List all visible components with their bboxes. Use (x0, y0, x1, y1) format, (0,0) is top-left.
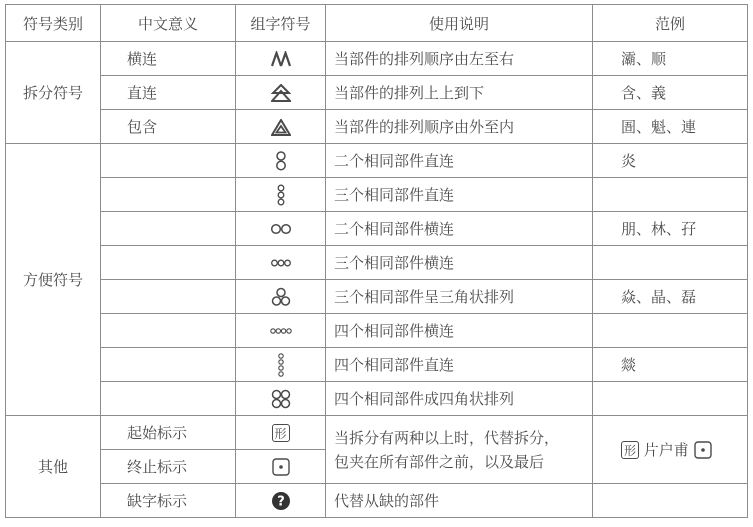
header-symbol: 组字符号 (236, 5, 326, 42)
usage-cell: 三个相同部件呈三角状排列 (326, 280, 593, 314)
header-example: 范例 (593, 5, 748, 42)
example-end-icon (694, 441, 712, 459)
example-cell: 燚 (593, 348, 748, 382)
meaning-cell (101, 280, 236, 314)
header-category: 符号类别 (6, 5, 101, 42)
marker-usage-line: 包夹在所有部件之前，以及最后 (334, 452, 545, 471)
group-convenience: 方便符号 (6, 144, 101, 416)
table-row (6, 178, 748, 212)
missing-marker-label: 缺字标示 (101, 484, 236, 518)
usage-cell: 代替从缺的部件 (326, 484, 593, 518)
usage-cell: 二个相同部件横连 (326, 212, 593, 246)
meaning-cell (101, 144, 236, 178)
usage-cell: 三个相同部件横连 (326, 246, 593, 280)
usage-cell: 三个相同部件直连 (326, 178, 593, 212)
end-marker-label: 终止标示 (101, 450, 236, 484)
marker-usage-cell (326, 416, 593, 484)
example-cell (593, 246, 748, 280)
meaning-cell: 横连 (101, 42, 236, 76)
example-cell (593, 178, 748, 212)
example-cell (593, 314, 748, 348)
horizontal-join-icon (271, 51, 291, 67)
header-meaning: 中文意义 (101, 5, 236, 42)
table-row (6, 382, 748, 416)
meaning-cell: 直连 (101, 76, 236, 110)
table-row (6, 76, 748, 110)
table-header-row (6, 5, 748, 42)
group-other: 其他 (6, 416, 101, 518)
usage-cell: 四个相同部件直连 (326, 348, 593, 382)
svg-text:?: ? (276, 494, 285, 509)
vertical-join-icon (271, 84, 291, 102)
marker-usage-line: 当拆分有两种以上时，代替拆分， (334, 428, 560, 447)
missing-char-icon (271, 491, 291, 511)
table-row (6, 348, 748, 382)
meaning-cell (101, 212, 236, 246)
table-row (6, 42, 748, 76)
start-marker-label: 起始标示 (101, 416, 236, 450)
table-row (6, 246, 748, 280)
meaning-cell (101, 246, 236, 280)
example-cell: 朋、林、孖 (593, 212, 748, 246)
meaning-cell (101, 382, 236, 416)
enclose-icon (271, 119, 291, 136)
marker-example-cell (593, 416, 748, 484)
table-row (6, 314, 748, 348)
three-horizontal-circles-icon (270, 258, 292, 268)
example-cell (593, 382, 748, 416)
example-start-icon: 形 (621, 441, 639, 459)
example-cell: 含、義 (593, 76, 748, 110)
table-row (6, 484, 748, 518)
usage-cell: 当部件的排列顺序由外至内 (326, 110, 593, 144)
two-vertical-circles-icon (275, 151, 287, 171)
four-vertical-circles-icon (277, 353, 285, 377)
header-usage: 使用说明 (326, 5, 593, 42)
table-row (6, 416, 748, 450)
table-row (6, 212, 748, 246)
example-cell: 灞、顺 (593, 42, 748, 76)
example-text: 片户甫 (643, 441, 689, 459)
usage-cell: 当部件的排列顺序由左至右 (326, 42, 593, 76)
start-marker-icon: 形 (272, 424, 290, 442)
triangle-circles-icon (271, 287, 291, 307)
usage-cell: 四个相同部件成四角状排列 (326, 382, 593, 416)
usage-cell: 四个相同部件横连 (326, 314, 593, 348)
two-horizontal-circles-icon (270, 223, 292, 235)
four-horizontal-circles-icon (270, 327, 292, 335)
meaning-cell (101, 314, 236, 348)
end-marker-icon (272, 458, 290, 476)
symbol-table (5, 4, 748, 518)
three-vertical-circles-icon (276, 184, 286, 206)
example-cell: 炎 (593, 144, 748, 178)
four-square-circles-icon (271, 389, 291, 409)
meaning-cell (101, 348, 236, 382)
table-row (6, 280, 748, 314)
example-cell: 圄、魁、連 (593, 110, 748, 144)
usage-cell: 当部件的排列上上到下 (326, 76, 593, 110)
table-row (6, 110, 748, 144)
group-split: 拆分符号 (6, 42, 101, 144)
example-cell: 焱、晶、磊 (593, 280, 748, 314)
usage-cell: 二个相同部件直连 (326, 144, 593, 178)
table-row (6, 144, 748, 178)
example-cell (593, 484, 748, 518)
meaning-cell: 包含 (101, 110, 236, 144)
meaning-cell (101, 178, 236, 212)
